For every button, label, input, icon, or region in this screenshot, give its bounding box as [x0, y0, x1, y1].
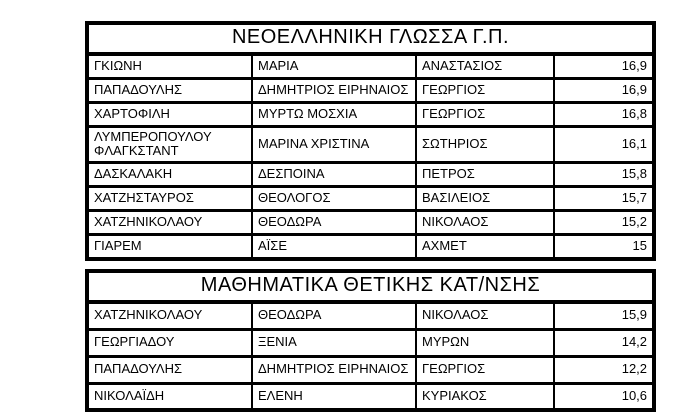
grade-cell: 16,1: [554, 126, 654, 163]
table-row: [87, 211, 654, 235]
table-title-row: [87, 271, 654, 302]
surname-cell: ΠΑΠΑΔΟΥΛΗΣ: [87, 356, 252, 383]
table-row: [87, 102, 654, 126]
firstname-cell: ΜΑΡΙΝΑ ΧΡΙΣΤΙΝΑ: [252, 126, 416, 163]
surname-cell: ΝΙΚΟΛΑΪΔΗ: [87, 383, 252, 410]
fathername-cell: ΝΙΚΟΛΑΟΣ: [416, 211, 554, 235]
table-row: [87, 126, 654, 163]
surname-cell: ΛΥΜΠΕΡΟΠΟΥΛΟΥ ΦΛΑΓΚΣΤΑΝΤ: [87, 126, 252, 163]
firstname-cell: ΔΕΣΠΟΙΝΑ: [252, 163, 416, 187]
surname-cell: ΠΑΠΑΔΟΥΛΗΣ: [87, 78, 252, 102]
table-title: ΝΕΟΕΛΛΗΝΙΚΗ ΓΛΩΣΣΑ Γ.Π.: [87, 23, 654, 54]
grade-cell: 10,6: [554, 383, 654, 410]
firstname-cell: ΑΪΣΕ: [252, 235, 416, 259]
table-row: [87, 187, 654, 211]
surname-cell: ΓΕΩΡΓΙΑΔΟΥ: [87, 329, 252, 356]
grade-cell: 16,9: [554, 78, 654, 102]
grade-cell: 12,2: [554, 356, 654, 383]
mathematics-grades-table: [85, 269, 656, 412]
fathername-cell: ΣΩΤΗΡΙΟΣ: [416, 126, 554, 163]
surname-cell: ΓΙΑΡΕΜ: [87, 235, 252, 259]
firstname-cell: ΕΛΕΝΗ: [252, 383, 416, 410]
grade-cell: 14,2: [554, 329, 654, 356]
firstname-cell: ΜΥΡΤΩ ΜΟΣΧΙΑ: [252, 102, 416, 126]
grade-cell: 16,8: [554, 102, 654, 126]
table-row: [87, 356, 654, 383]
fathername-cell: ΓΕΩΡΓΙΟΣ: [416, 102, 554, 126]
surname-cell: ΧΑΤΖΗΣΤΑΥΡΟΣ: [87, 187, 252, 211]
surname-cell: ΧΑΤΖΗΝΙΚΟΛΑΟΥ: [87, 302, 252, 329]
table-row: [87, 78, 654, 102]
table-row: [87, 329, 654, 356]
greek-language-grades-table: [85, 21, 656, 261]
firstname-cell: ΔΗΜΗΤΡΙΟΣ ΕΙΡΗΝΑΙΟΣ: [252, 356, 416, 383]
surname-cell: ΓΚΙΩΝΗ: [87, 54, 252, 78]
surname-cell: ΧΑΡΤΟΦΙΛΗ: [87, 102, 252, 126]
grade-cell: 15: [554, 235, 654, 259]
table-title-row: [87, 23, 654, 54]
firstname-cell: ΘΕΟΛΟΓΟΣ: [252, 187, 416, 211]
table-row: [87, 54, 654, 78]
grade-cell: 15,8: [554, 163, 654, 187]
firstname-cell: ΘΕΟΔΩΡΑ: [252, 302, 416, 329]
table-row: [87, 302, 654, 329]
grade-cell: 16,9: [554, 54, 654, 78]
table-title: ΜΑΘΗΜΑΤΙΚΑ ΘΕΤΙΚΗΣ ΚΑΤ/ΝΣΗΣ: [87, 271, 654, 302]
fathername-cell: ΚΥΡΙΑΚΟΣ: [416, 383, 554, 410]
surname-cell: ΧΑΤΖΗΝΙΚΟΛΑΟΥ: [87, 211, 252, 235]
fathername-cell: ΓΕΩΡΓΙΟΣ: [416, 78, 554, 102]
fathername-cell: ΒΑΣΙΛΕΙΟΣ: [416, 187, 554, 211]
table-row: [87, 383, 654, 410]
firstname-cell: ΘΕΟΔΩΡΑ: [252, 211, 416, 235]
firstname-cell: ΜΑΡΙΑ: [252, 54, 416, 78]
surname-cell: ΔΑΣΚΑΛΑΚΗ: [87, 163, 252, 187]
table-row: [87, 163, 654, 187]
firstname-cell: ΞΕΝΙΑ: [252, 329, 416, 356]
fathername-cell: ΓΕΩΡΓΙΟΣ: [416, 356, 554, 383]
table-row: [87, 235, 654, 259]
grade-cell: 15,9: [554, 302, 654, 329]
grade-cell: 15,2: [554, 211, 654, 235]
fathername-cell: ΠΕΤΡΟΣ: [416, 163, 554, 187]
firstname-cell: ΔΗΜΗΤΡΙΟΣ ΕΙΡΗΝΑΙΟΣ: [252, 78, 416, 102]
fathername-cell: ΝΙΚΟΛΑΟΣ: [416, 302, 554, 329]
grade-cell: 15,7: [554, 187, 654, 211]
fathername-cell: ΜΥΡΩΝ: [416, 329, 554, 356]
fathername-cell: ΑΧΜΕΤ: [416, 235, 554, 259]
fathername-cell: ΑΝΑΣΤΑΣΙΟΣ: [416, 54, 554, 78]
